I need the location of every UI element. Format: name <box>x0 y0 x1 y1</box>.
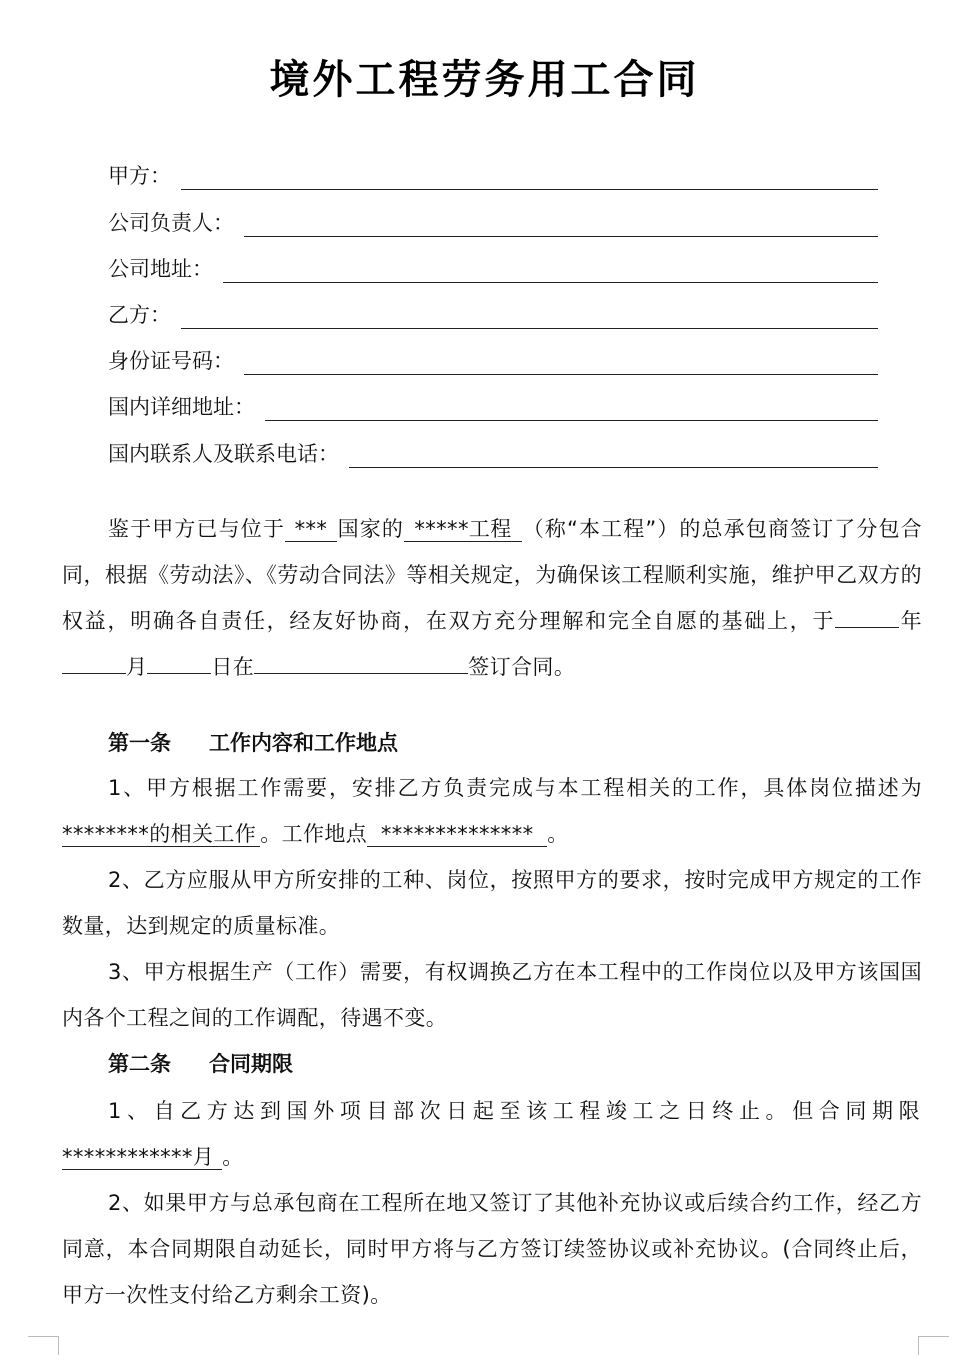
preamble-text-1: 鉴于甲方已与位于 <box>108 517 285 541</box>
article-2-heading <box>108 1049 293 1079</box>
article-2-clause-1 <box>62 1088 922 1180</box>
company-address-label: 公司地址： <box>108 257 213 281</box>
article-2-clause-1-text-a: 1、自乙方达到国外项目部次日起至该工程竣工之日终止。但合同期限 <box>108 1099 922 1123</box>
article-1-clause-1-text-a: 1、甲方根据工作需要，安排乙方负责完成与本工程相关的工作，具体岗位描述为 <box>108 776 922 800</box>
id-number-label: 身份证号码： <box>108 349 234 373</box>
id-number-field <box>108 345 878 375</box>
domestic-contact-field <box>108 438 878 468</box>
job-description-blank[interactable]: ********的相关工作 <box>62 822 260 847</box>
company-head-blank[interactable] <box>244 214 878 237</box>
article-1-heading <box>108 728 398 758</box>
domestic-address-blank[interactable] <box>265 398 878 421</box>
domestic-address-label: 国内详细地址： <box>108 395 255 419</box>
month-blank[interactable] <box>62 651 126 674</box>
party-b-label: 乙方： <box>108 303 171 327</box>
id-number-blank[interactable] <box>244 352 878 375</box>
project-blank[interactable]: *****工程 <box>404 517 522 542</box>
preamble-text-2: 国家的 <box>336 517 405 541</box>
year-blank[interactable] <box>835 605 899 628</box>
article-1-clause-1-text-c: 。 <box>547 822 569 846</box>
article-1-clause-3: 3、甲方根据生产（工作）需要，有权调换乙方在本工程中的工作岗位以及甲方该国国内各个工程之间的工作调配，待遇不变。 <box>62 960 922 1030</box>
domestic-contact-label: 国内联系人及联系电话： <box>108 442 339 466</box>
article-2-clause-1-text-b: 。 <box>222 1145 246 1169</box>
article-1-title: 工作内容和工作地点 <box>209 731 398 755</box>
party-b-field <box>108 299 878 329</box>
day-label: 日在 <box>211 655 255 679</box>
preamble-paragraph <box>62 506 922 690</box>
article-1-clause-2: 2、乙方应服从甲方所安排的工种、岗位，按照甲方的要求，按时完成甲方规定的工作数量，达到规定的质量标准。 <box>62 868 922 938</box>
article-1-number: 第一条 <box>108 731 171 755</box>
company-address-field <box>108 253 878 283</box>
company-address-blank[interactable] <box>223 260 878 283</box>
company-head-label: 公司负责人： <box>108 211 234 235</box>
work-place-blank[interactable]: ************** <box>367 822 547 847</box>
article-2-number: 第二条 <box>108 1052 171 1076</box>
article-1-clause-1-text-b: 。工作地点 <box>260 822 368 846</box>
preamble-text-3: （称“本工程”）的总承包商签订了分包合同，根据《劳动法》、《劳动合同法》等相关规定，为确保该工程顺利实施，维护甲乙双方的权益，明确各自责任，经友好协商，在双方充分理解和完全自愿的基础上，于 <box>62 517 923 633</box>
article-2-title: 合同期限 <box>209 1052 293 1076</box>
domestic-address-field <box>108 391 878 421</box>
year-label: 年 <box>899 609 922 633</box>
preamble-text-end: 签订合同。 <box>468 655 576 679</box>
country-blank[interactable]: *** <box>285 517 337 542</box>
article-1-clause-1 <box>62 765 922 857</box>
day-blank[interactable] <box>147 651 211 674</box>
domestic-contact-blank[interactable] <box>349 445 878 468</box>
place-blank[interactable] <box>254 651 468 674</box>
document-title: 境外工程劳务用工合同 <box>269 57 700 103</box>
month-label: 月 <box>126 655 148 679</box>
contract-term-blank[interactable]: ************月 <box>62 1145 222 1170</box>
page-corner-mark-left <box>28 1336 59 1355</box>
party-a-field <box>108 160 878 190</box>
party-a-label: 甲方： <box>108 164 171 188</box>
company-head-field <box>108 207 878 237</box>
party-a-blank[interactable] <box>181 167 878 190</box>
page-corner-mark-right <box>918 1336 949 1355</box>
party-b-blank[interactable] <box>181 306 878 329</box>
article-2-clause-2: 2、如果甲方与总承包商在工程所在地又签订了其他补充协议或后续合约工作，经乙方同意，本合同期限自动延长，同时甲方将与乙方签订续签协议或补充协议。(合同终止后，甲方一次性支付给乙方剩余工资)。 <box>62 1191 922 1307</box>
